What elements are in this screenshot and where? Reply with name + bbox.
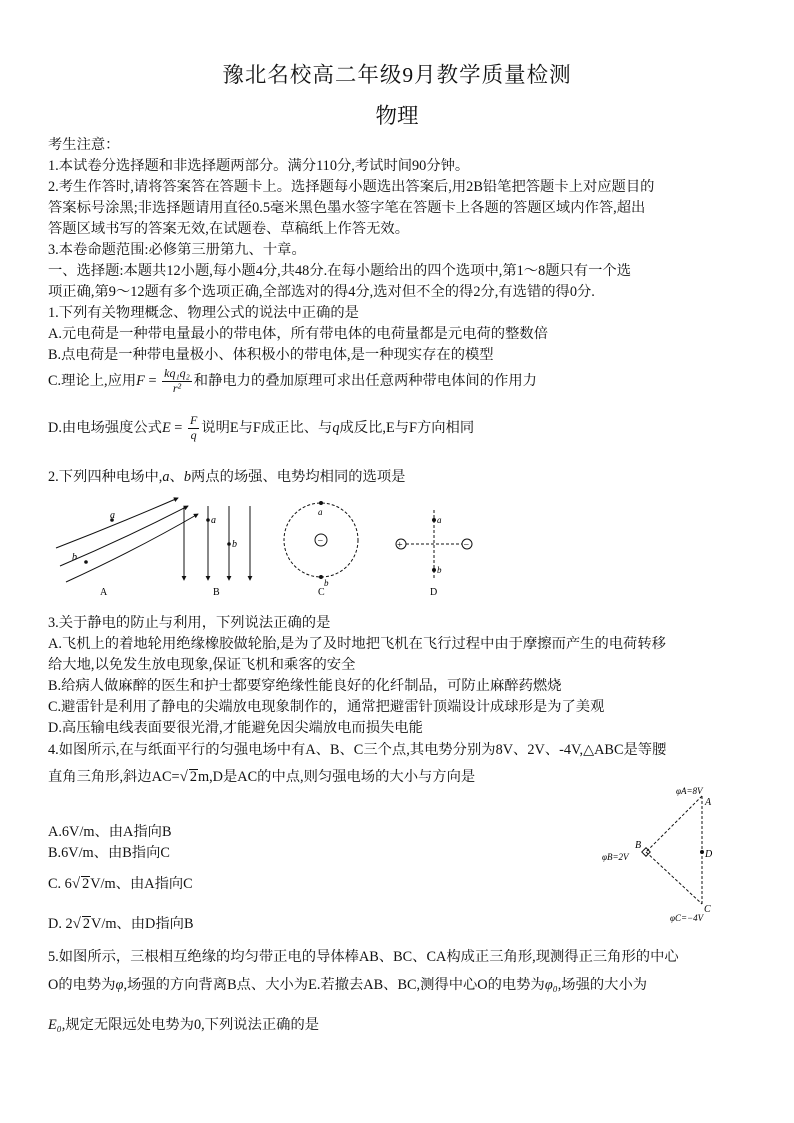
q4-d-suffix: V/m、由D指向B [91, 916, 194, 932]
q1-d-charge: q [332, 420, 340, 436]
q3-option-b: B.给病人做麻醉的医生和护士都要穿绝缘性能良好的化纤制品，可防止麻醉药燃烧 [48, 678, 562, 694]
notice-item-1: 1.本试卷分选择题和非选择题两部分。满分110分,考试时间90分钟。 [48, 158, 470, 174]
q4-triangle [642, 796, 704, 904]
q1-d-equals: = [170, 420, 186, 436]
q2-c-label-a: a [318, 507, 323, 517]
q2-d-minus: − [463, 540, 470, 551]
q4-point-b: B [635, 840, 642, 851]
q1-d-middle: 说明E与F成正比、与 [201, 420, 333, 436]
q1-option-b: B.点电荷是一种带电量极小、体积极小的带电体,是一种现实存在的模型 [48, 347, 494, 363]
q2-a-label-a: a [110, 510, 115, 521]
q5-phi0: φ₀ [544, 977, 558, 993]
q2-b-label-a: a [211, 515, 216, 526]
q4-option-c [48, 873, 193, 893]
q2-d-label-b: b [437, 565, 442, 575]
q5-e0: E₀ [48, 1017, 62, 1033]
q4-stem-1: 4.如图所示,在与纸面平行的匀强电场中有A、B、C三个点,其电势分别为8V、2V、-4V,△ABC是等腰 [48, 742, 667, 758]
q1-c-suffix: 和静电力的叠加原理可求出任意两种带电体间的作用力 [193, 373, 537, 389]
q4-phi-c: φC=−4V [670, 913, 704, 923]
q1-c-fraction [162, 367, 192, 396]
q2-option-c-label: C [318, 587, 325, 598]
q4-point-c: C [704, 904, 711, 915]
q2-stem-sep: 、 [169, 469, 184, 485]
q2-field-b [184, 506, 250, 598]
notice-item-3: 3.本卷命题范围:必修第三册第九、十章。 [48, 242, 306, 258]
exam-subject: 物理 [375, 104, 419, 128]
q5-stem-3 [48, 1014, 319, 1034]
q5-stem-1: 5.如图所示，三根相互绝缘的均匀带正电的导体棒AB、BC、CA构成正三角形,现测得正三角形的中心 [48, 949, 679, 965]
q3-option-a-cont: 给大地,以免发生放电现象,保证飞机和乘客的安全 [48, 657, 356, 673]
q4-phi-b: φB=2V [602, 852, 629, 862]
q2-field-a [56, 498, 198, 598]
q1-option-c [48, 364, 537, 398]
q2-option-a-label: A [100, 587, 108, 598]
q2-a-label-b: b [72, 552, 77, 563]
q2-stem-suffix: 两点的场强、电势均相同的选项是 [190, 469, 406, 485]
q2-c-label-b: b [324, 578, 329, 588]
section-instructions-2: 项正确,第9～12题有多个选项正确,全部选对的得4分,选对但不全的得2分,有选错的得0分. [48, 284, 595, 300]
q4-phi-a: φA=8V [676, 786, 703, 796]
notice-item-2-cont2: 答题区域书写的答案无效,在试题卷、草稿纸上作答无效。 [48, 221, 409, 237]
q4-option-a: A.6V/m、由A指向B [48, 824, 172, 840]
q2-field-c [284, 501, 358, 598]
q1-d-fraction [188, 414, 199, 443]
q4-option-b: B.6V/m、由B指向C [48, 845, 170, 861]
q4-stem-2-suffix: m,D是AC的中点,则匀强电场的大小与方向是 [197, 769, 476, 785]
q2-figure [48, 496, 468, 600]
q1-d-suffix: 成反比,E与F方向相同 [339, 420, 475, 436]
sqrt-icon: √ [72, 916, 81, 932]
sqrt-icon: √ [71, 876, 81, 892]
q1-stem: 1.下列有关物理概念、物理公式的说法中正确的是 [48, 305, 359, 321]
q1-c-numerator: kq₁q₂ [164, 366, 190, 381]
q4-d-root: 2 [82, 916, 91, 932]
q4-c-root: 2 [82, 876, 90, 892]
q5-stem-3-suffix: ,规定无限远处电势为0,下列说法正确的是 [61, 1017, 320, 1033]
q2-option-b-label: B [213, 587, 220, 598]
q4-point-a: A [705, 797, 712, 808]
q1-c-denominator: r² [172, 381, 182, 396]
q4-stem-2 [48, 766, 475, 786]
q1-option-a: A.元电荷是一种带电量最小的带电体，所有带电体的电荷量都是元电荷的整数倍 [48, 326, 548, 342]
q4-c-prefix: C. 6 [48, 876, 72, 892]
q2-option-d-label: D [430, 587, 438, 598]
q2-b-label-b: b [232, 539, 237, 550]
q2-stem [48, 466, 405, 486]
q5-stem-2 [48, 974, 647, 994]
q4-stem-2-prefix: 直角三角形,斜边AC= [48, 769, 180, 785]
q3-option-c: C.避雷针是利用了静电的尖端放电现象制作的，通常把避雷针顶端设计成球形是为了美观 [48, 699, 605, 715]
q4-figure [598, 784, 738, 924]
q5-phi: φ [115, 977, 124, 993]
q4-point-d: D [705, 849, 713, 860]
q4-c-suffix: V/m、由A指向C [90, 876, 193, 892]
q2-d-plus: + [397, 540, 403, 551]
q5-stem-2-middle: ,场强的方向背离B点、大小为E.若撤去AB、BC,测得中心O的电势为 [123, 977, 545, 993]
notice-item-2: 2.考生作答时,请将答案答在答题卡上。选择题每小题选出答案后,用2B铅笔把答题卡上对应题目的 [48, 179, 655, 195]
q2-point-b: b [183, 469, 191, 485]
q1-d-denominator: q [190, 428, 197, 443]
q2-stem-prefix: 2.下列四种电场中, [48, 469, 163, 485]
q5-stem-2-prefix: O的电势为 [48, 977, 116, 993]
notice-heading: 考生注意： [48, 137, 120, 153]
q2-c-minus: − [317, 536, 324, 547]
sqrt-icon: √ [179, 769, 188, 785]
q1-c-equals: = [144, 373, 161, 389]
q1-d-prefix: D.由电场强度公式 [48, 420, 162, 436]
q1-d-field: E [161, 420, 171, 436]
q2-d-label-a: a [437, 515, 442, 525]
section-instructions-1: 一、选择题:本题共12小题,每小题4分,共48分.在每小题给出的四个选项中,第1～8题只有一个选 [48, 263, 631, 279]
q3-option-a: A.飞机上的着地轮用绝缘橡胶做轮胎,是为了及时地把飞机在飞行过程中由于摩擦而产生的电荷转移 [48, 636, 666, 652]
q1-c-prefix: C.理论上,应用 [48, 373, 137, 389]
q1-option-d [48, 411, 474, 445]
q2-field-d [396, 510, 472, 598]
q3-stem: 3.关于静电的防止与利用，下列说法正确的是 [48, 615, 331, 631]
q5-stem-2-suffix: ,场强的大小为 [557, 977, 648, 993]
q1-d-numerator: F [189, 413, 198, 428]
q4-stem-root: 2 [189, 769, 197, 785]
notice-item-2-cont: 答案标号涂黑;非选择题请用直径0.5毫米黑色墨水签字笔在答题卡上各题的答题区域内作答,超出 [48, 200, 646, 216]
exam-title: 豫北名校高二年级9月教学质量检测 [222, 63, 572, 87]
q4-d-prefix: D. 2 [48, 916, 73, 932]
q1-c-force: F [136, 373, 145, 389]
q2-point-a: a [162, 469, 170, 485]
q4-option-d [48, 913, 193, 933]
q3-option-d: D.高压输电线表面要很光滑,才能避免因尖端放电而损失电能 [48, 720, 423, 736]
